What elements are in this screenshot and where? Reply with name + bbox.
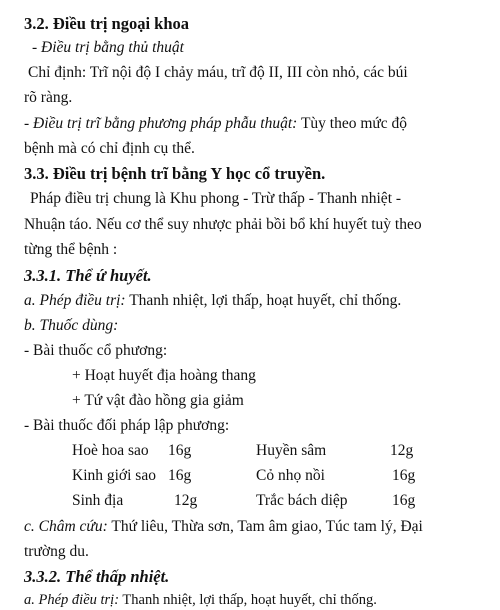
treatment-method-label-2: a. Phép điều trị: — [24, 592, 120, 608]
section-3-3-2-heading: 3.3.2. Thể thấp nhiệt. — [24, 567, 170, 586]
herb-name: Sinh địa — [72, 492, 124, 509]
section-3-3-1-heading: 3.3.1. Thể ứ huyết. — [24, 266, 152, 285]
herb-dose: 12g — [390, 442, 414, 459]
herb-dose: 16g — [392, 492, 416, 509]
indication-line-2: rõ ràng. — [24, 89, 73, 106]
surgery-text: Tùy theo mức độ — [297, 115, 408, 132]
formula-item-1: + Hoạt huyết địa hoàng thang — [72, 367, 256, 384]
section-3-2-heading: 3.2. Điều trị ngoại khoa — [24, 14, 190, 33]
herb-name: Cỏ nhọ nồi — [256, 467, 325, 484]
treatment-method-line-2 — [24, 590, 377, 610]
surgery-paragraph — [24, 114, 407, 134]
herb-dose: 16g — [168, 442, 192, 459]
general-method-line-2: Nhuận táo. Nếu cơ thể suy nhược phải bồi bổ khí huyết tuỳ theo — [24, 216, 422, 233]
section-3-3-heading: 3.3. Điều trị bệnh trĩ bằng Y học cổ truyền. — [24, 164, 326, 183]
classic-formula-label: - Bài thuốc cổ phương: — [24, 342, 168, 359]
herb-dose: 16g — [392, 467, 416, 484]
surgery-label: - Điều trị trĩ bằng phương pháp phẫu thuật: — [24, 115, 298, 132]
treatment-method-line — [24, 291, 401, 311]
treatment-method-text: Thanh nhiệt, lợi thấp, hoạt huyết, chỉ thống. — [125, 292, 402, 309]
treatment-method-text-2: Thanh nhiệt, lợi thấp, hoạt huyết, chỉ thống. — [119, 592, 377, 608]
herb-name: Kinh giới sao — [72, 467, 156, 484]
procedure-subheading: - Điều trị bằng thủ thuật — [32, 39, 184, 56]
indication-line-1: Chỉ định: Trĩ nội độ I chảy máu, trĩ độ II, III còn nhỏ, các búi — [28, 64, 408, 81]
surgery-continuation: bệnh mà có chỉ định cụ thể. — [24, 140, 195, 157]
herb-name: Trắc bách diệp — [256, 492, 348, 509]
general-method-line-3: từng thể bệnh : — [24, 241, 118, 258]
herb-dose: 12g — [174, 492, 198, 509]
herb-name: Huyền sâm — [256, 442, 327, 459]
general-method-line-1: Pháp điều trị chung là Khu phong - Trừ thấp - Thanh nhiệt - — [30, 190, 402, 207]
treatment-method-label: a. Phép điều trị: — [24, 292, 126, 309]
acupuncture-line — [24, 517, 423, 537]
acupuncture-text: Thứ liêu, Thừa sơn, Tam âm giao, Túc tam lý, Đại — [107, 518, 423, 535]
acupuncture-label: c. Châm cứu: — [24, 518, 108, 535]
herb-name: Hoè hoa sao — [72, 442, 149, 459]
medicine-label: b. Thuốc dùng: — [24, 317, 119, 334]
formula-item-2: + Tứ vật đào hồng gia giảm — [72, 392, 244, 409]
herb-dose: 16g — [168, 467, 192, 484]
custom-formula-label: - Bài thuốc đối pháp lập phương: — [24, 417, 230, 434]
acupuncture-continuation: trường du. — [24, 543, 89, 560]
